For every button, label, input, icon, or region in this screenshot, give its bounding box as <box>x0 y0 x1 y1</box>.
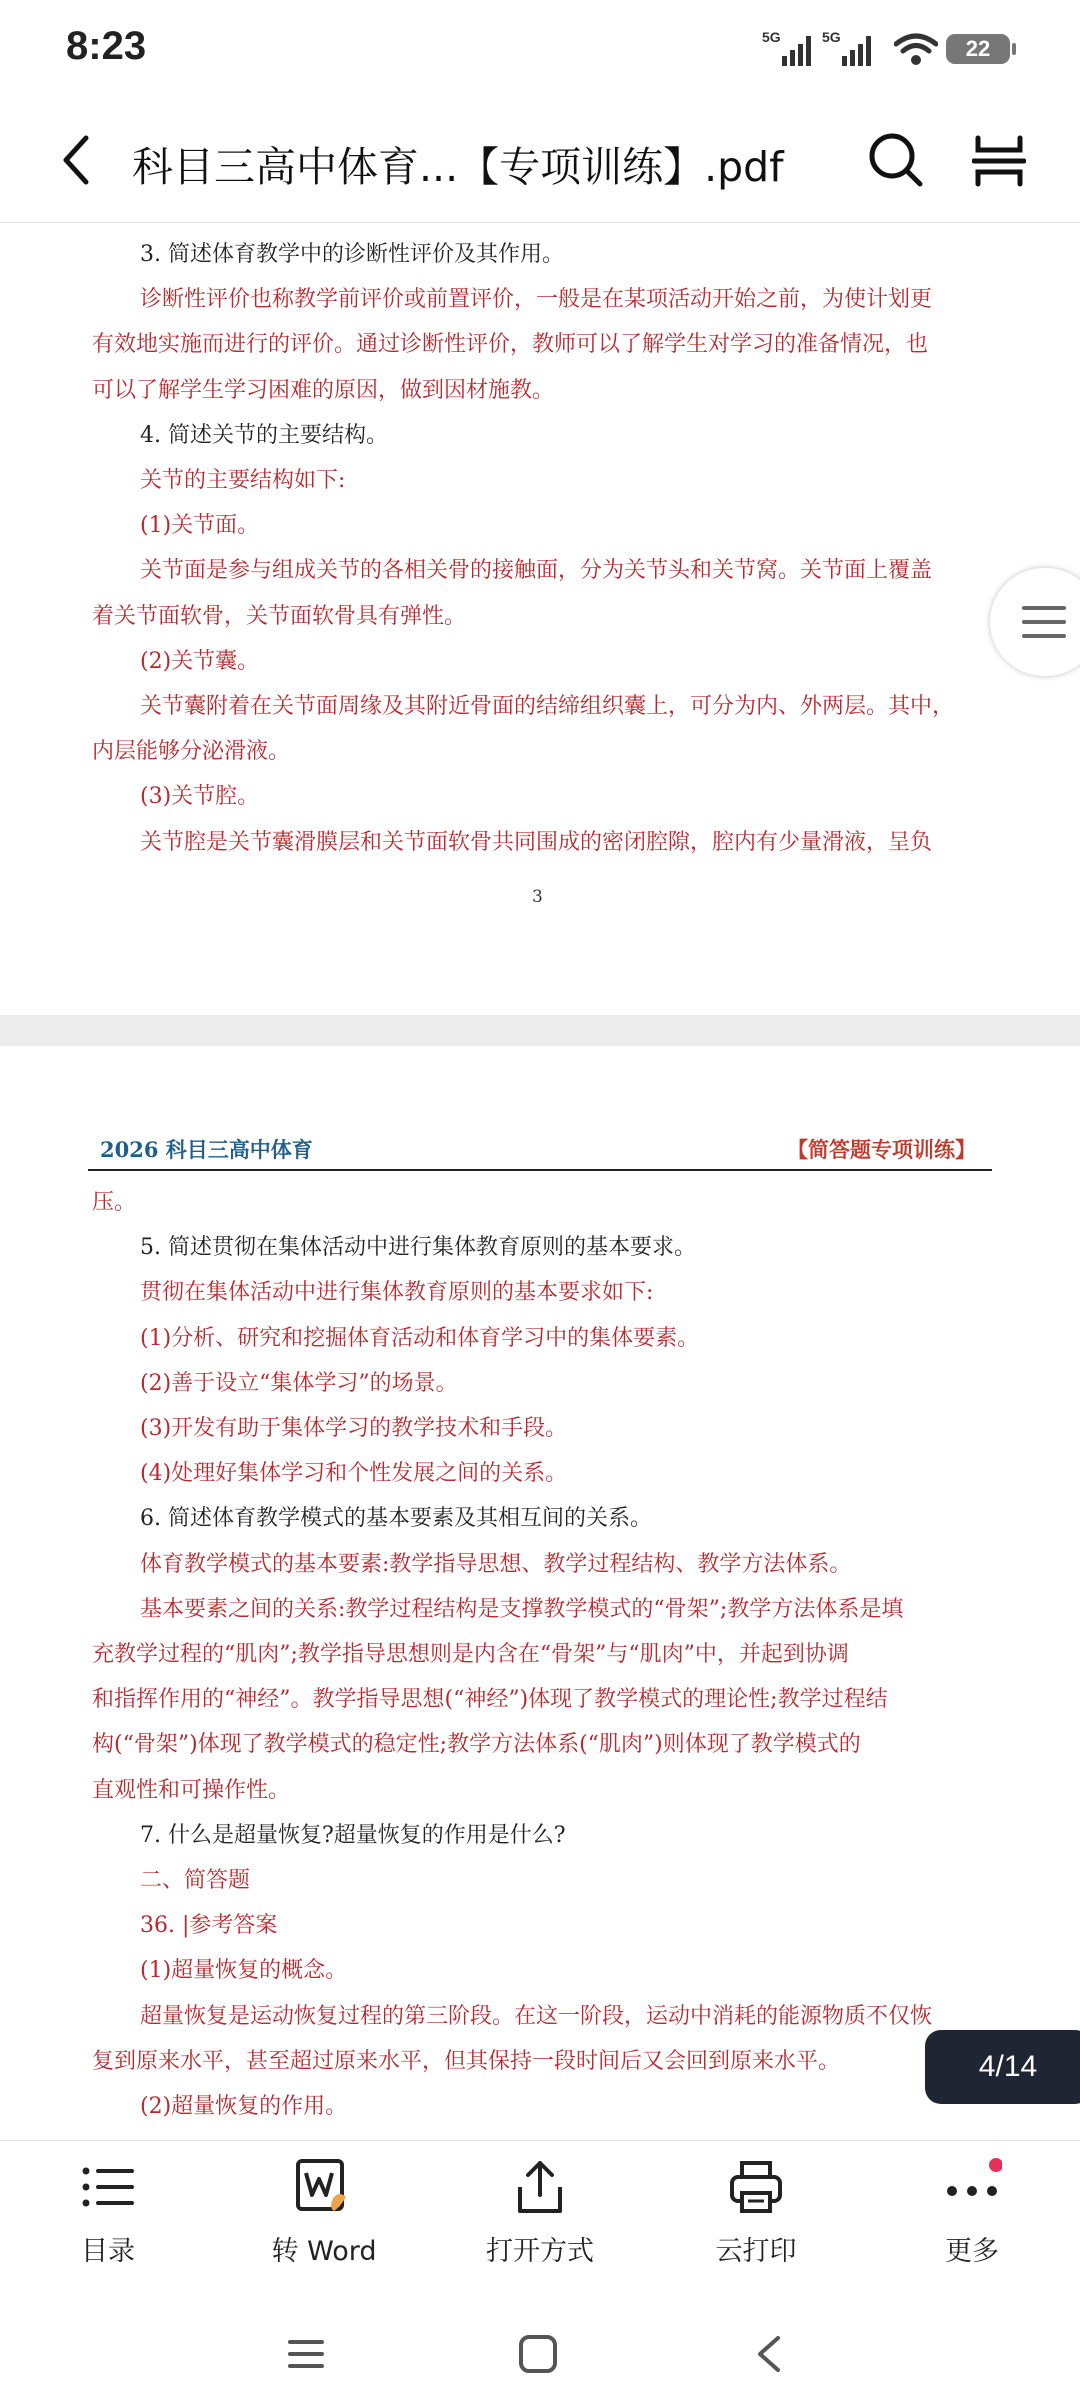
status-bar <box>0 0 1080 100</box>
search-icon[interactable] <box>866 130 926 190</box>
clock: 8:23 <box>66 24 147 68</box>
pdf-page-4 <box>0 1046 1080 2140</box>
answer-text: 关节囊附着在关节面周缘及其附近骨面的结缔组织囊上，可分为内、外两层。其中， <box>140 694 955 719</box>
svg-text:5G: 5G <box>822 29 841 45</box>
toolbar-label: 云打印 <box>715 2236 797 2267</box>
answer-text: (2)关节囊。 <box>140 648 260 674</box>
answer-text: 关节面是参与组成关节的各相关骨的接触面，分为关节头和关节窝。关节面上覆盖 <box>140 558 933 584</box>
answer-text: (4)处理好集体学习和个性发展之间的关系。 <box>140 1461 568 1487</box>
answer-text: (2)超量恢复的作用。 <box>140 2094 348 2119</box>
signal-5g-icon <box>762 28 818 68</box>
question-text: 5. 简述贯彻在集体活动中进行集体教育原则的基本要求。 <box>140 1235 696 1261</box>
answer-text: (1)分析、研究和挖掘体育活动和体育学习中的集体要素。 <box>140 1325 700 1351</box>
printer-icon <box>726 2157 786 2217</box>
answer-text: (1)关节面。 <box>140 513 260 539</box>
battery-icon: 22 <box>946 34 1010 64</box>
toolbar-label: 转 Word <box>271 2236 377 2267</box>
share-icon <box>510 2157 570 2217</box>
back-arrow-icon[interactable] <box>56 130 96 190</box>
signal-5g-icon <box>822 28 878 68</box>
document-title: 科目三高中体育...【专项训练】.pdf <box>132 143 784 191</box>
list-icon <box>78 2157 138 2217</box>
answer-text: 关节腔是关节囊滑膜层和关节面软骨共同围成的密闭腔隙，腔内有少量滑液，呈负 <box>140 829 933 855</box>
question-text: 3. 简述体育教学中的诊断性评价及其作用。 <box>140 242 564 267</box>
answer-text: 诊断性评价也称教学前评价或前置评价，一般是在某项活动开始之前，为使计划更 <box>140 287 933 313</box>
recent-apps-icon[interactable] <box>284 2332 328 2376</box>
bottom-toolbar <box>0 2140 1080 2303</box>
answer-text: 直观性和可操作性。 <box>92 1777 291 1803</box>
answer-text: 复到原来水平，甚至超过原来水平，但其保持一段时间后又会回到原来水平。 <box>92 2048 841 2074</box>
answer-text: (2)善于设立“集体学习”的场景。 <box>140 1370 458 1396</box>
toolbar-cloud-print-button[interactable] <box>666 2141 846 2303</box>
hamburger-icon <box>1020 602 1070 642</box>
question-text: 7. 什么是超量恢复?超量恢复的作用是什么? <box>140 1822 566 1848</box>
answer-text: (3)开发有助于集体学习的教学技术和手段。 <box>140 1416 568 1441</box>
svg-text:5G: 5G <box>762 29 781 45</box>
answer-text: 构(“骨架”)体现了教学模式的稳定性;教学方法体系(“肌肉”)则体现了教学模式的 <box>92 1732 861 1758</box>
back-nav-icon[interactable] <box>748 2332 792 2376</box>
answer-text: 着关节面软骨，关节面软骨具有弹性。 <box>92 603 467 629</box>
wifi-icon <box>894 32 938 66</box>
answer-text: 关节的主要结构如下: <box>140 468 346 493</box>
answer-text: 有效地实施而进行的评价。通过诊断性评价，教师可以了解学生对学习的准备情况，也 <box>92 332 929 358</box>
home-icon[interactable] <box>516 2332 560 2376</box>
reading-mode-icon[interactable] <box>972 134 1026 188</box>
toolbar-open-with-button[interactable] <box>450 2141 630 2303</box>
answer-text: 内层能够分泌滑液。 <box>92 739 291 765</box>
answer-text: 压。 <box>92 1190 137 1215</box>
more-icon <box>942 2157 1002 2217</box>
answer-text: (3)关节腔。 <box>140 784 260 810</box>
toolbar-contents-button[interactable] <box>18 2141 198 2303</box>
header-divider <box>88 1169 992 1171</box>
document-header <box>0 100 1080 223</box>
question-text: 4. 简述关节的主要结构。 <box>140 422 388 448</box>
answer-text: 二、简答题 <box>140 1868 251 1893</box>
toolbar-label: 更多 <box>945 2236 999 2267</box>
answer-text: 可以了解学生学习困难的原因，做到因材施教。 <box>92 377 555 403</box>
toolbar-word-button[interactable] <box>234 2141 414 2303</box>
answer-text: 和指挥作用的“神经”。教学指导思想(“神经”)体现了教学模式的理论性;教学过程结 <box>92 1687 888 1713</box>
page-number: 3 <box>532 887 543 907</box>
word-convert-icon <box>294 2157 354 2217</box>
answer-text: 贯彻在集体活动中进行集体教育原则的基本要求如下: <box>140 1280 654 1306</box>
pdf-page-3 <box>0 223 1080 1015</box>
answer-text: 基本要素之间的关系:教学过程结构是支撑教学模式的“骨架”;教学方法体系是填 <box>140 1596 904 1622</box>
answer-text: 体育教学模式的基本要素:教学指导思想、教学过程结构、教学方法体系。 <box>140 1551 852 1577</box>
answer-text: 36. |参考答案 <box>140 1913 278 1939</box>
system-navigation-bar <box>0 2302 1080 2401</box>
page-indicator: 4/14 <box>925 2030 1080 2104</box>
answer-text: 超量恢复是运动恢复过程的第三阶段。在这一阶段，运动中消耗的能源物质不仅恢 <box>140 2003 933 2029</box>
answer-text: 充教学过程的“肌肉”;教学指导思想则是内含在“骨架”与“肌肉”中，并起到协调 <box>92 1642 849 1667</box>
toolbar-more-button[interactable] <box>882 2141 1062 2303</box>
page-header-left: 2026 科目三高中体育 <box>100 1137 313 1162</box>
toolbar-label: 打开方式 <box>486 2236 594 2267</box>
answer-text: (1)超量恢复的概念。 <box>140 1958 348 1984</box>
toolbar-label: 目录 <box>81 2236 135 2267</box>
question-text: 6. 简述体育教学模式的基本要素及其相互间的关系。 <box>140 1506 652 1532</box>
page-header-right: 【简答题专项训练】 <box>787 1137 976 1162</box>
